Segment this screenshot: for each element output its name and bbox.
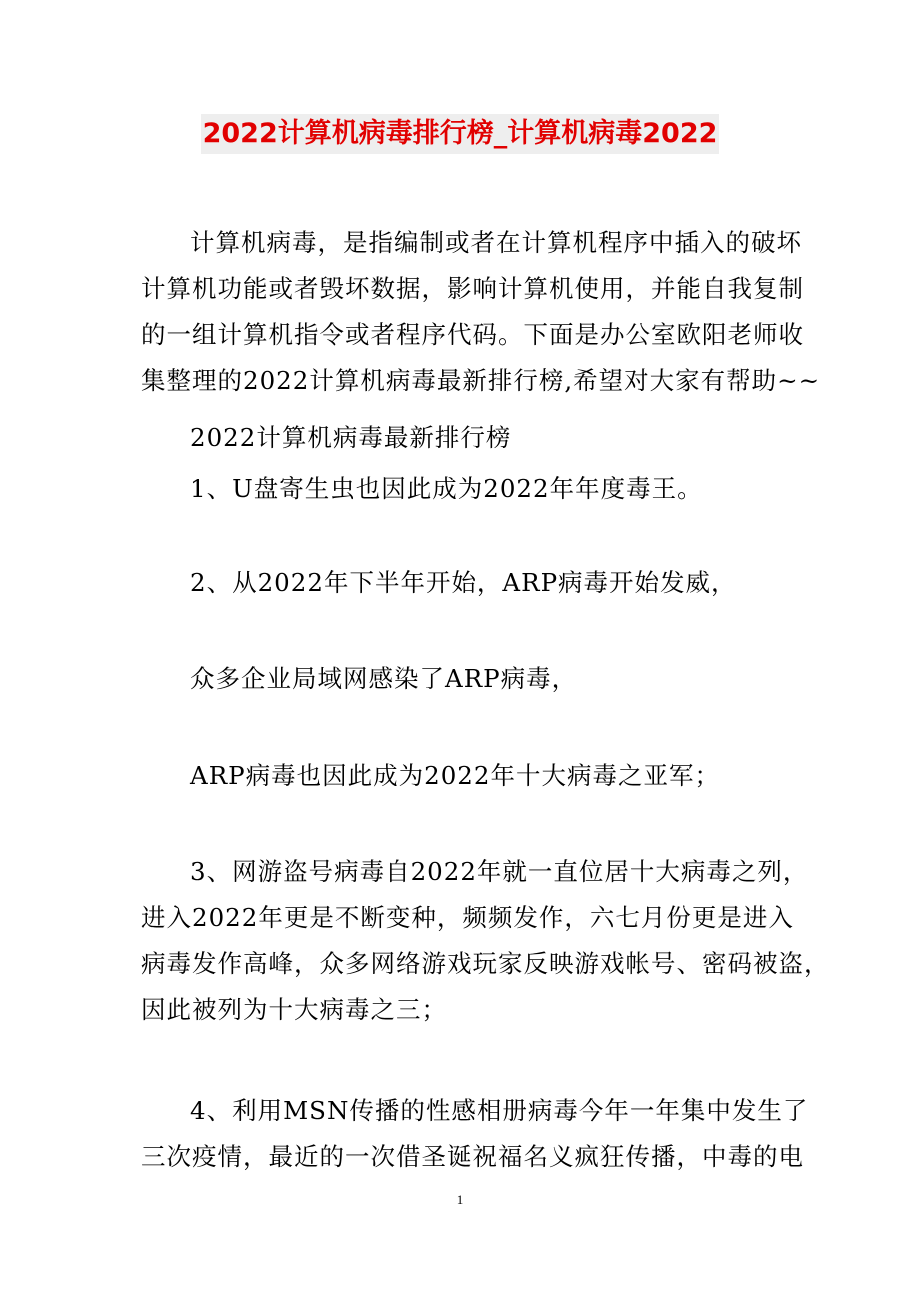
intro-paragraph [141, 220, 821, 404]
paragraph-line: 集整理的2022计算机病毒最新排行榜,希望对大家有帮助~~ [141, 366, 821, 395]
list-item [141, 560, 840, 606]
list-item-continuation [141, 753, 840, 799]
paragraph-line: 众多企业局域网感染了ARP病毒， [190, 664, 578, 693]
paragraph-line: 三次疫情，最近的一次借圣诞祝福名义疯狂传播，中毒的电 [141, 1142, 804, 1171]
section-subheading [141, 415, 840, 461]
list-item-continuation [141, 656, 840, 702]
list-item [141, 1088, 809, 1180]
title-container [0, 114, 920, 154]
paragraph-line: 的一组计算机指令或者程序代码。下面是办公室欧阳老师收 [141, 320, 804, 349]
paragraph-line: 进入2022年更是不断变种，频频发作，六七月份更是进入 [141, 903, 794, 932]
paragraph-line: ARP病毒也因此成为2022年十大病毒之亚军； [190, 761, 720, 790]
paragraph-line: 2、从2022年下半年开始，ARP病毒开始发威， [190, 568, 737, 597]
page-number: 1 [456, 1192, 464, 1207]
paragraph-line: 计算机功能或者毁坏数据，影响计算机使用，并能自我复制 [141, 274, 804, 303]
paragraph-line: 4、利用MSN传播的性感相册病毒今年一年集中发生了 [190, 1096, 809, 1125]
paragraph-line: 病毒发作高峰，众多网络游戏玩家反映游戏帐号、密码被盗， [141, 949, 830, 978]
document-title: 2022计算机病毒排行榜_计算机病毒2022 [201, 114, 720, 154]
paragraph-line: 3、网游盗号病毒自2022年就一直位居十大病毒之列， [190, 857, 809, 886]
paragraph-line: 计算机病毒，是指编制或者在计算机程序中插入的破坏 [190, 228, 802, 257]
paragraph-line: 因此被列为十大病毒之三； [141, 995, 447, 1024]
list-item [141, 466, 840, 512]
paragraph-line: 1、U盘寄生虫也因此成为2022年年度毒王。 [190, 474, 703, 503]
subheading-text: 2022计算机病毒最新排行榜 [190, 423, 512, 452]
list-item [141, 849, 830, 1033]
